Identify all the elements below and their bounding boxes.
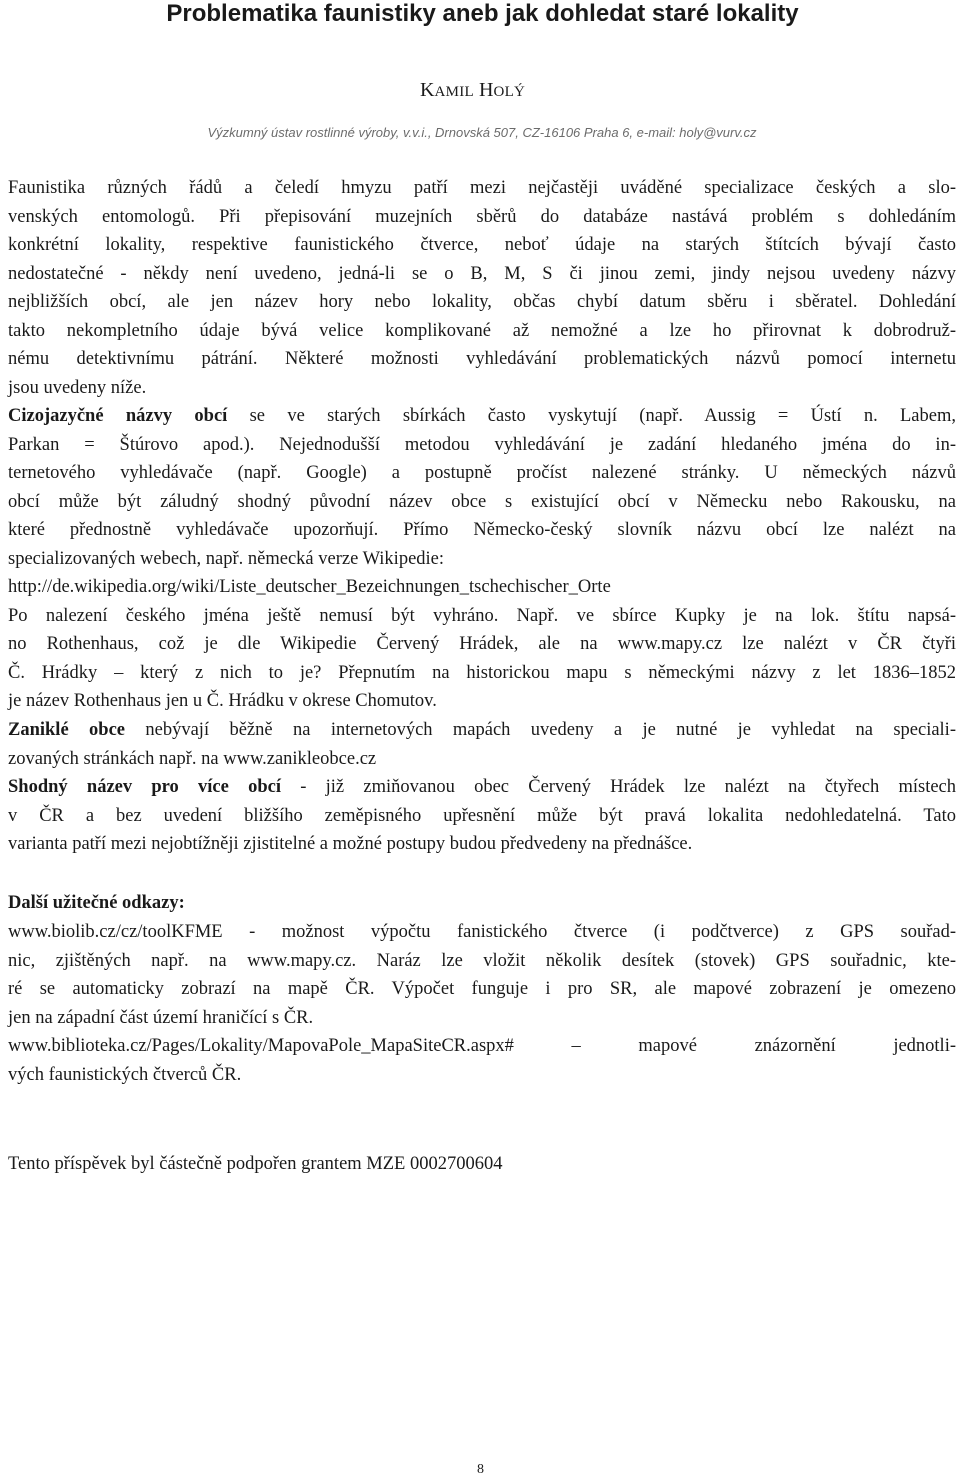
- text-line: Č. Hrádky – který z nich to je? Přepnutím na historickou mapu s německými názvy z let 1836–1852: [8, 662, 956, 683]
- text-line: venských entomologů. Při přepisování muzejních sběrů do databáze nastává problém s dohledáním: [8, 206, 956, 227]
- link-line: vých faunistických čtverců ČR.: [8, 1064, 242, 1085]
- page-number: 8: [477, 1462, 484, 1477]
- link-line: ré se automaticky zobrazí na mapě ČR. Výpočet funguje i pro SR, ale mapové zobrazení je omezeno: [8, 979, 956, 999]
- paper-title: Problematika faunistiky aneb jak dohledat staré lokality: [166, 0, 799, 27]
- section-lead: Cizojazyčné názvy obcí: [8, 406, 228, 426]
- text-line: konkrétní lokality, respektive faunistického čtverce, neboť údaje na starých štítcích bývají často: [8, 235, 956, 255]
- text-line: no Rothenhaus, což je dle Wikipedie Červený Hrádek, ale na www.mapy.cz lze nalézt v ČR čtyři: [8, 634, 956, 654]
- text-line: je název Rothenhaus jen u Č. Hrádku v okrese Chomutov.: [8, 691, 437, 711]
- text-line: [8, 773, 956, 802]
- text-line: takto nekompletního údaje bývá velice komplikované až nemožné a lze ho přirovnat k dobrodruž-: [8, 320, 956, 341]
- text-line: Faunistika různých řádů a čeledí hmyzu patří mezi nejčastěji uváděné specializace českých a slo-: [8, 178, 956, 198]
- paragraph-defunct-villages: [8, 716, 956, 773]
- author-last-rest: OLÝ: [493, 84, 526, 100]
- paragraph-duplicate-names: [8, 773, 956, 859]
- text-line: v ČR a bez uvedení bližšího zeměpisného upřesnění může být pravá lokalita nedohledatelná. Tato: [8, 805, 956, 826]
- text-line: [8, 716, 956, 745]
- paragraph-foreign-names: [8, 402, 956, 716]
- author-initial-last: H: [478, 79, 494, 101]
- link-line: www.biblioteka.cz/Pages/Lokality/MapovaPole_MapaSiteCR.aspx# – mapové znázornění jednotli-: [8, 1036, 956, 1056]
- link-line: www.biolib.cz/cz/toolKFME - možnost výpočtu fanistického čtverce (i podčtverce) z GPS souřad-: [8, 922, 956, 942]
- text-line: jsou uvedeny níže.: [8, 377, 147, 398]
- text-run: nebývají běžně na internetových mapách uvedeny a je nutné je vyhledat na speciali-: [125, 720, 956, 740]
- url-line: http://de.wikipedia.org/wiki/Liste_deutscher_Bezeichnungen_tschechischer_Orte: [8, 577, 611, 597]
- text-line: Parkan = Štúrovo apod.). Nejednodušší metodou vyhledávání je zadání hledaného jména do in-: [8, 434, 956, 455]
- author-name: [420, 78, 525, 104]
- text-run: se ve starých sbírkách často vyskytují (např. Aussig = Ústí n. Labem,: [227, 406, 956, 426]
- author-first-rest: AMIL: [434, 84, 474, 100]
- section-lead: Zaniklé obce: [8, 720, 125, 740]
- text-line: nému detektivnímu pátrání. Některé možnosti vyhledávání problematických názvů pomocí internetu: [8, 349, 956, 369]
- text-line: Po nalezení českého jména ještě nemusí být vyhráno. Např. ve sbírce Kupky je na lok. štítu napsá-: [8, 605, 956, 626]
- paragraph-intro: [8, 174, 956, 402]
- links-list: [8, 918, 956, 1089]
- text-run: - již zmiňovanou obec Červený Hrádek lze nalézt na čtyřech místech: [280, 777, 957, 797]
- author-affiliation: Výzkumný ústav rostlinné výroby, v.v.i., Drnovská 507, CZ-16106 Praha 6, e-mail: holy@vurv.cz: [207, 125, 757, 140]
- text-line: nedostatečné - někdy není uvedeno, jedná-li se o B, M, S či jinou zemi, jindy nejsou uvedeny názvy: [8, 263, 956, 284]
- link-line: jen na západní část území hraničící s ČR.: [8, 1007, 314, 1028]
- link-line: nic, zjištěných např. na www.mapy.cz. Naráz lze vložit několik desítek (stovek) GPS souřadnic, kte-: [8, 950, 956, 971]
- text-line: zovaných stránkách např. na www.zanikleobce.cz: [8, 748, 377, 769]
- text-line: [8, 402, 956, 431]
- links-heading: Další užitečné odkazy:: [8, 893, 185, 913]
- author-initial-first: K: [420, 79, 435, 101]
- acknowledgement: Tento příspěvek byl částečně podpořen grantem MZE 0002700604: [8, 1154, 503, 1174]
- text-line: specializovaných webech, např. německá verze Wikipedie:: [8, 548, 445, 569]
- text-line: obcí může být záludný shodný původní název obce s existující obcí v Německu nebo Rakousku, na: [8, 491, 956, 512]
- text-line: varianta patří mezi nejobtížněji zjistitelné a možné postupy budou předvedeny na přednášce.: [8, 834, 693, 854]
- section-lead: Shodný název pro více obcí: [8, 777, 281, 797]
- text-line: ternetového vyhledávače (např. Google) a postupně pročíst nalezené stránky. U německých názvů: [8, 463, 956, 483]
- text-line: které přednostně vyhledávače upozorňují. Přímo Německo-český slovník názvu obcí lze nalézt na: [8, 520, 956, 540]
- text-line: nejbližších obcí, ale jen název hory nebo lokality, občas chybí datum sběru i sběratel. Dohledání: [8, 292, 956, 312]
